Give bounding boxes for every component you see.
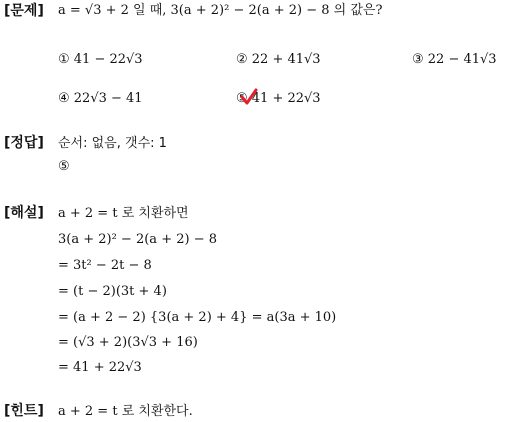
- hint-label: [힌트]: [4, 403, 44, 419]
- choice-4: ④ 22√3 − 41: [58, 91, 143, 106]
- problem-text: a = √3 + 2 일 때, 3(a + 2)² − 2(a + 2) − 8 의 값은?: [58, 3, 383, 18]
- solution-line-6: = (√3 + 2)(3√3 + 16): [58, 335, 198, 350]
- choice-3: ③ 22 − 41√3: [412, 52, 497, 67]
- hint-text: a + 2 = t 로 치환한다.: [58, 404, 193, 419]
- answer-order-count: 순서: 없음, 갯수: 1: [58, 136, 167, 151]
- choice-1: ① 41 − 22√3: [58, 52, 143, 67]
- solution-line-2: 3(a + 2)² − 2(a + 2) − 8: [58, 232, 217, 247]
- answer-choice: ⑤: [58, 159, 70, 174]
- solution-line-7: = 41 + 22√3: [58, 360, 142, 375]
- solution-label: [해설]: [4, 205, 44, 221]
- solution-line-4: = (t − 2)(3t + 4): [58, 284, 167, 299]
- problem-label: [문제]: [4, 3, 44, 19]
- solution-line-1: a + 2 = t 로 치환하면: [58, 206, 189, 221]
- solution-line-3: = 3t² − 2t − 8: [58, 258, 152, 273]
- checkmark-icon: [240, 88, 258, 106]
- solution-line-5: = (a + 2 − 2) {3(a + 2) + 4} = a(3a + 10): [58, 310, 337, 325]
- answer-label: [정답]: [4, 135, 44, 151]
- choice-2: ② 22 + 41√3: [236, 52, 321, 67]
- choice-5: ⑤ 41 + 22√3: [236, 91, 321, 106]
